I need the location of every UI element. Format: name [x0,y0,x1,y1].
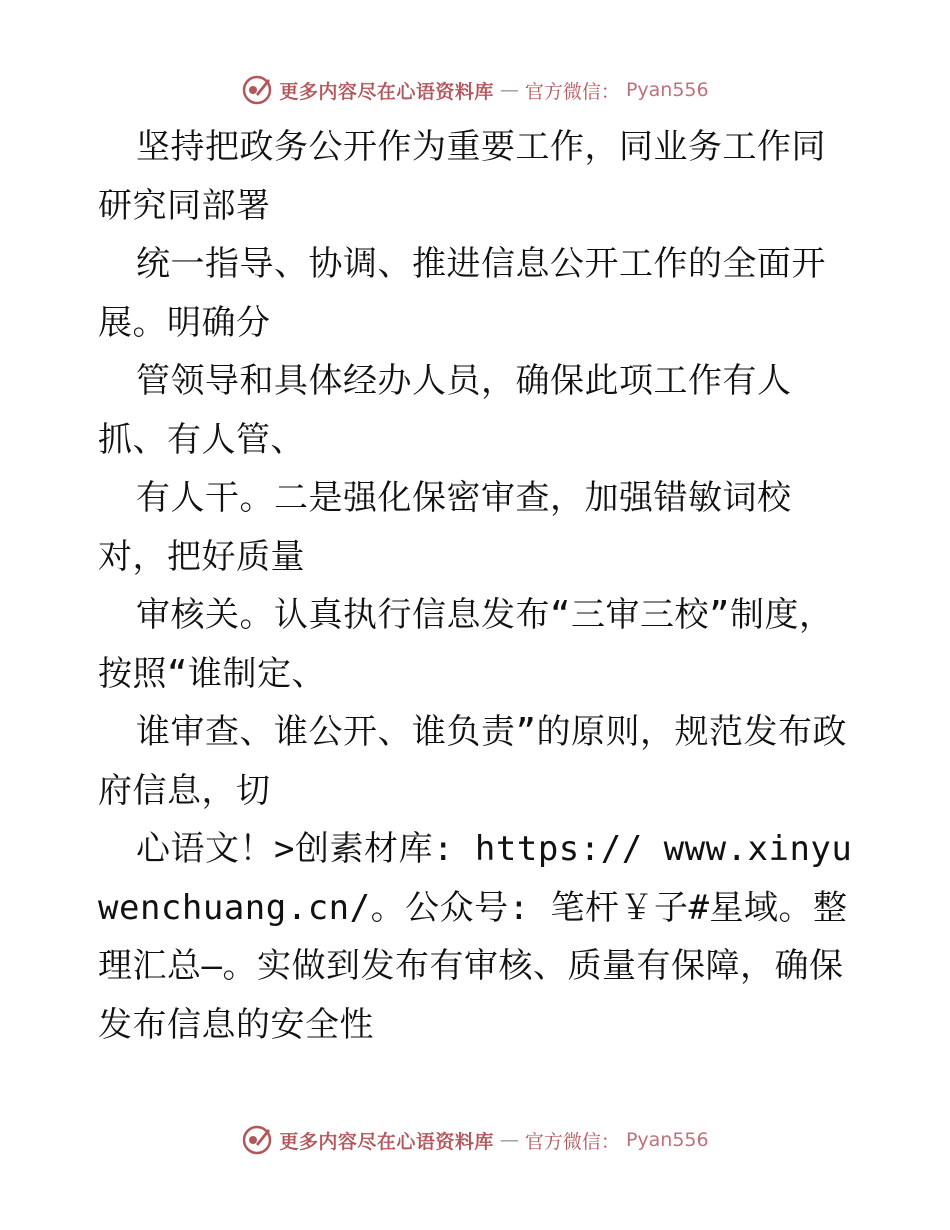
paragraph: 管领导和具体经办人员，确保此项工作有人抓、有人管、 [98,361,792,460]
footer-wechat-id: Pyan556 [625,1129,709,1151]
brand-logo-icon [241,1124,273,1156]
paragraph: 审核关。认真执行信息发布“三审三校”制度，按照“谁制定、 [98,595,834,694]
header-brand-text: 更多内容尽在心语资料库 [279,80,494,103]
paragraph: 心语文！>创素材库: https:// www.xinyuwenchuang.cn/。公众号: 笔杆￥子#星域。整理汇总—。实做到发布有审核、质量有保障，确保发布信息的安全性 [98,829,853,1045]
paragraph: 坚持把政务公开作为重要工作，同业务工作同研究同部署 [98,127,826,226]
header-separator: — [499,79,519,101]
header-wechat-label: 官方微信： [524,80,620,103]
document-body [98,118,858,1054]
paragraph: 统一指导、协调、推进信息公开工作的全面开展。明确分 [98,244,826,343]
header-wechat-id: Pyan556 [625,79,709,101]
footer-wechat-label: 官方微信： [524,1130,620,1153]
footer-separator: — [499,1129,519,1151]
brand-logo-icon [241,74,273,106]
paragraph: 谁审查、谁公开、谁负责”的原则，规范发布政府信息，切 [98,712,847,811]
footer-brand-text: 更多内容尽在心语资料库 [279,1130,494,1153]
footer-banner [0,1120,950,1160]
paragraph: 有人干。二是强化保密审查，加强错敏词校对，把好质量 [98,478,792,577]
header-banner [0,70,950,110]
